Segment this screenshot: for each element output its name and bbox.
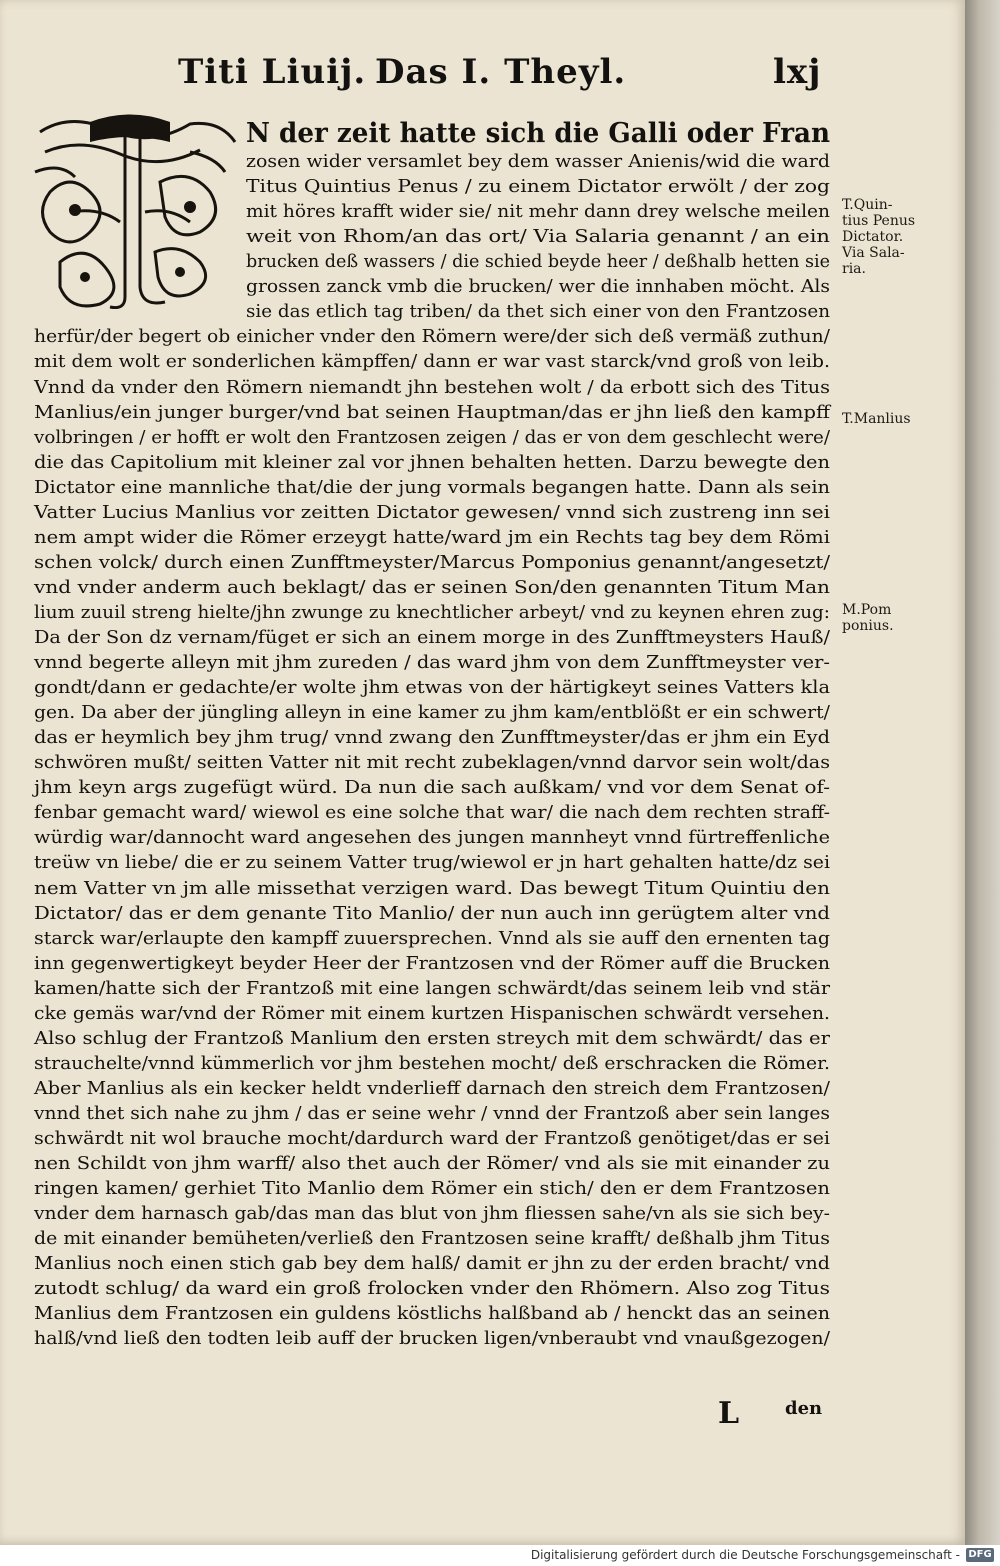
text-line: Vatter Lucius Manlius vor zeitten Dictator gewesen/ vnnd sich zustreng inn sei [34, 501, 830, 523]
margin-note-quintius [842, 197, 915, 277]
text-line: inn gegenwertigkeyt beyder Heer der Frantzosen vnd der Römer auff die Brucken [34, 952, 830, 974]
text-line: sie das etlich tag triben/ da thet sich einer von den Frantzosen [246, 301, 830, 323]
text-line: weit von Rhom/an das ort/ Via Salaria genannt / an ein [246, 226, 830, 248]
margin-note-line: tius Penus [842, 213, 916, 229]
text-line: nen Schildt von jhm warff/ also thet auch der Römer/ vnd als sie mit einander zu [34, 1153, 830, 1175]
text-line: Vnnd da vnder den Römern niemandt jhn bestehen wolt / da erbott sich des Titus [34, 376, 830, 398]
text-line: Manlius/ein junger burger/vnd bat seinen Hauptman/das er jhn ließ den kampff [34, 401, 830, 423]
text-line: ringen kamen/ gerhiet Tito Manlio dem Römer ein stich/ den er dem Frantzosen [34, 1178, 830, 1200]
text-line: gen. Da aber der jüngling alleyn in eine kamer zu jhm kam/entblößt er ein schwert/ [34, 702, 831, 724]
text-line: gondt/dann er gedachte/er wolte jhm etwas von der härtigkeyt seines Vatters kla [34, 677, 831, 699]
text-line: Titus Quintius Penus / zu einem Dictator erwölt / der zog [246, 176, 830, 198]
catchword: den [785, 1398, 823, 1419]
text-line: zosen wider versamlet bey dem wasser Anienis/wid die ward [246, 151, 830, 173]
text-line: fenbar gemacht ward/ wiewol es eine solche that war/ die nach dem rechten straff- [34, 802, 830, 824]
text-line: mit höres krafft wider sie/ nit mehr dann drey welsche meilen [246, 201, 830, 223]
text-line: Dictator/ das er dem genante Tito Manlio/ der nun auch inn gerügtem alter vnd [34, 902, 830, 924]
text-line: würdig war/dannocht ward angesehen des jungen mannheyt vnnd fürtreffenliche [34, 827, 831, 849]
text-line: schwören mußt/ seitten Vatter nit mit recht zubeklagen/vnnd darvor sein wolt/das [34, 752, 830, 774]
signature-mark: L [718, 1396, 740, 1431]
page-edge [965, 0, 1000, 1545]
text-line: Dictator eine mannliche that/die der jung vormals begangen hatte. Dann als sein [34, 476, 830, 498]
margin-note-pomponius [842, 602, 894, 634]
margin-note-manlius [842, 411, 911, 427]
text-line: jhm keyn args zugefügt würd. Da nun die sach außkam/ vnd vor dem Senat of- [34, 777, 830, 799]
margin-note-line: ponius. [842, 618, 894, 634]
text-line: halß/vnd ließ den todten leib auff der brucken ligen/vnberaubt vnd vnaußgezogen/ [34, 1328, 831, 1350]
text-line: cke gemäs war/vnd der Römer mit einem kurtzen Hispanischen schwärdt versehen. [34, 1002, 830, 1024]
margin-note-line: M.Pom [842, 602, 892, 618]
margin-note-line: ria. [842, 261, 866, 277]
running-head-part: Das I. Theyl. [375, 52, 627, 92]
funding-credit: Digitalisierung gefördert durch die Deutsche Forschungsgemeinschaft - [530, 1548, 960, 1562]
text-line: nem ampt wider die Römer erzeygt hatte/ward jm ein Rechts tag bey dem Römi [34, 526, 830, 548]
text-line: vnd vnder anderm auch beklagt/ das er seinen Son/den genannten Titum Man [34, 576, 830, 598]
text-line: schwärdt nit wol brauche mocht/dardurch ward der Frantzoß genötiget/das er sei [34, 1128, 830, 1149]
text-line: nem Vatter vn jm alle missethat verzigen ward. Das bewegt Titum Quintiu den [34, 877, 830, 899]
text-line: Da der Son dz vernam/füget er sich an einem morge in des Zunfftmeysters Hauß/ [34, 627, 830, 648]
dfg-logo-icon: DFG [966, 1548, 994, 1562]
ornamental-initial-icon [30, 112, 240, 312]
margin-note-line: T.Quin- [842, 197, 893, 213]
text-line: treüw vn liebe/ die er zu seinem Vatter trug/wiewol er jn hart gehalten hatte/dz sei [34, 852, 830, 874]
text-line: starck war/erlaupte den kampff zuuersprechen. Vnnd als sie auff den ernenten tag [34, 927, 830, 949]
text-line: herfür/der begert ob einicher vnder den Römern were/der sich deß vermäß zuthun/ [34, 326, 830, 348]
text-line: Manlius noch einen stich gab bey dem halß/ damit er jhn zu der erden bracht/ vnd [34, 1253, 830, 1275]
text-line: Aber Manlius als ein kecker heldt vnderlieff darnach den streich dem Frantzosen/ [34, 1077, 831, 1099]
text-line: Also schlug der Frantzoß Manlium den ersten streych mit dem schwärdt/ das er [34, 1027, 830, 1049]
text-line: vnnd begerte alleyn mit jhm zureden / das ward jhm von dem Zunfftmeyster ver- [34, 652, 830, 674]
text-line: vnder dem harnasch gab/das man das blut von jhm fliessen sahe/vn als sie sich bey- [34, 1203, 830, 1225]
text-line: grossen zanck vmb die brucken/ wer die innhaben möcht. Als [246, 276, 830, 298]
text-line: mit dem wolt er sonderlichen kämpffen/ dann er war vast starck/vnd groß von leib. [34, 351, 830, 373]
text-line: die das Capitolium mit kleiner zal vor jhnen behalten hetten. Darzu bewegte den [34, 451, 830, 473]
margin-note-line: Dictator. [842, 229, 904, 245]
text-line: N der zeit hatte sich die Galli oder Fran [246, 118, 830, 149]
folio-number: lxj [773, 52, 822, 92]
text-line: Manlius dem Frantzosen ein guldens köstlichs halßband ab / henckt das an seinen [34, 1303, 830, 1325]
margin-note-line: Via Sala- [842, 245, 905, 261]
text-line: lium zuuil streng hielte/jhn zwunge zu knechtlicher arbeyt/ vnd zu keynen ehren zug: [34, 601, 831, 623]
text-line: kamen/hatte sich der Frantzoß mit eine langen schwärdt/das seinem leib vnd stär [34, 977, 830, 999]
text-line: das er heymlich bey jhm trug/ vnnd zwang den Zunfftmeyster/das er jhm ein Eyd [34, 727, 830, 749]
margin-note-line: T.Manlius [842, 411, 911, 427]
text-line: zutodt schlug/ da ward ein groß frolocken vnder den Rhömern. Also zog Titus [34, 1278, 830, 1300]
text-line: de mit einander bemüheten/verließ den Frantzosen seine krafft/ deßhalb jhm Titus [34, 1228, 830, 1250]
text-line: schen volck/ durch einen Zunfftmeyster/Marcus Pomponius genannt/angesetzt/ [34, 551, 831, 573]
text-line: strauchelte/vnnd kümmerlich vor jhm bestehen mocht/ deß erschracken die Römer. [34, 1052, 830, 1074]
text-line: volbringen / er hofft er wolt den Frantzosen zeigen / das er von dem geschlecht were/ [34, 426, 830, 448]
text-line: brucken deß wassers / die schied beyde heer / deßhalb hetten sie [246, 251, 830, 273]
text-line: vnnd thet sich nahe zu jhm / das er seine wehr / vnnd der Frantzoß aber sein langes [34, 1102, 830, 1124]
running-head-title: Titi Liuij. [178, 52, 367, 92]
